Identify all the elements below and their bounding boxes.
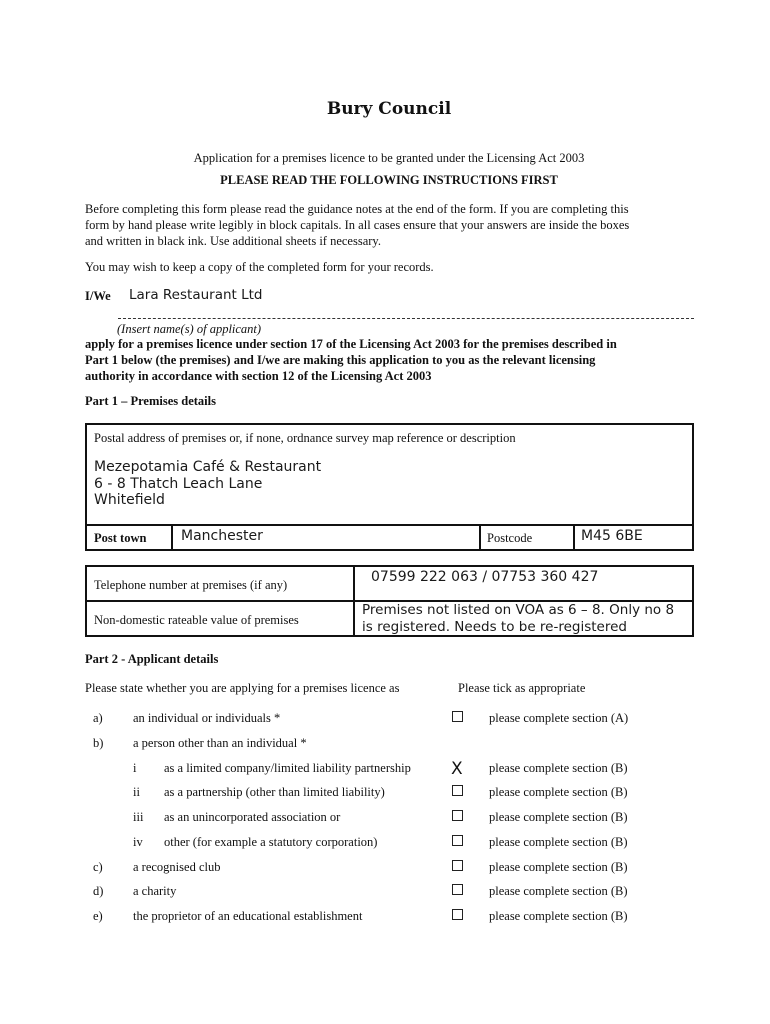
- telephone-rateable-box: [85, 565, 694, 637]
- page-title: Bury Council: [326, 99, 452, 119]
- option-text: as a partnership (other than limited liability): [164, 785, 385, 799]
- address-line: Mezepotamia Café & Restaurant: [94, 459, 322, 475]
- option-text: other (for example a statutory corporation): [164, 835, 378, 849]
- checkbox-charity[interactable]: [452, 884, 463, 895]
- option-letter: iv: [133, 835, 143, 849]
- postcode-label: Postcode: [487, 531, 533, 545]
- application-statement: [85, 336, 705, 384]
- option-letter: d): [93, 884, 104, 898]
- statement-line: Part 1 below (the premises) and I/we are making this application to you as the relevant licensing: [85, 353, 596, 367]
- option-text: a recognised club: [133, 860, 221, 874]
- section-note: please complete section (A): [489, 711, 629, 725]
- option-letter: ii: [133, 785, 140, 799]
- option-letter: c): [93, 860, 103, 874]
- rateable-field[interactable]: [362, 602, 674, 636]
- statement-line: apply for a premises licence under section 17 of the Licensing Act 2003 for the premises described in: [85, 337, 617, 351]
- option-letter: i: [133, 761, 137, 775]
- applicant-name-field[interactable]: Lara Restaurant Ltd: [129, 287, 263, 303]
- checkbox-educational[interactable]: [452, 909, 463, 920]
- address-line: 6 - 8 Thatch Leach Lane: [94, 475, 263, 492]
- intro-line: Before completing this form please read the guidance notes at the end of the form. If you are completing this: [85, 202, 629, 216]
- option-text: as a limited company/limited liability partnership: [164, 761, 411, 775]
- checkbox-unincorporated[interactable]: [452, 810, 463, 821]
- section-note: please complete section (B): [489, 785, 628, 799]
- option-letter: iii: [133, 810, 144, 824]
- telephone-field[interactable]: 07599 222 063 / 07753 360 427: [371, 569, 599, 585]
- postcode-field[interactable]: M45 6BE: [581, 528, 643, 544]
- applicant-type-question: Please state whether you are applying for a premises licence as: [85, 681, 400, 695]
- statement-line: authority in accordance with section 12 of the Licensing Act 2003: [85, 369, 432, 383]
- post-town-label: Post town: [94, 531, 147, 545]
- address-field[interactable]: [94, 459, 321, 509]
- option-text: an individual or individuals *: [133, 711, 281, 725]
- section-note: please complete section (B): [489, 810, 628, 824]
- rateable-line: is registered. Needs to be re-registered: [362, 619, 627, 635]
- rateable-label: Non-domestic rateable value of premises: [94, 613, 299, 627]
- part2-heading: Part 2 - Applicant details: [85, 652, 219, 666]
- divider: [87, 524, 692, 526]
- section-note: please complete section (B): [489, 884, 628, 898]
- form-subtitle: Application for a premises licence to be granted under the Licensing Act 2003: [193, 151, 585, 165]
- option-text: a person other than an individual *: [133, 736, 307, 750]
- option-letter: b): [93, 736, 104, 750]
- tick-note: Please tick as appropriate: [458, 681, 586, 695]
- option-letter: a): [93, 711, 103, 725]
- rateable-line: Premises not listed on VOA as 6 – 8. Only no 8: [362, 602, 675, 618]
- intro-line: and written in black ink. Use additional sheets if necessary.: [85, 234, 381, 248]
- applicant-label: I/We: [85, 289, 111, 303]
- checkbox-other[interactable]: [452, 835, 463, 846]
- address-line: Whitefield: [94, 492, 165, 508]
- checkbox-partnership[interactable]: [452, 785, 463, 796]
- section-note: please complete section (B): [489, 835, 628, 849]
- divider: [479, 524, 481, 549]
- section-note: please complete section (B): [489, 860, 628, 874]
- post-town-field[interactable]: Manchester: [181, 528, 263, 544]
- records-note: You may wish to keep a copy of the completed form for your records.: [85, 260, 434, 274]
- checkbox-individual[interactable]: [452, 711, 463, 722]
- insert-name-note: (Insert name(s) of applicant): [117, 322, 262, 336]
- divider: [171, 524, 173, 549]
- checkbox-recognised-club[interactable]: [452, 860, 463, 871]
- telephone-label: Telephone number at premises (if any): [94, 578, 288, 592]
- option-text: a charity: [133, 884, 177, 898]
- checkbox-limited-company[interactable]: X: [451, 759, 463, 779]
- option-text: the proprietor of an educational establishment: [133, 909, 363, 923]
- premises-address-box: [85, 423, 694, 551]
- section-note: please complete section (B): [489, 909, 628, 923]
- intro-paragraph: [85, 201, 700, 249]
- option-letter: e): [93, 909, 103, 923]
- intro-line: form by hand please write legibly in block capitals. In all cases ensure that your answers are inside the boxes: [85, 218, 630, 232]
- divider: [573, 524, 575, 549]
- address-label: Postal address of premises or, if none, ordnance survey map reference or description: [94, 431, 516, 445]
- option-text: as an unincorporated association or: [164, 810, 341, 824]
- applicant-name-line: [118, 318, 694, 319]
- part1-heading: Part 1 – Premises details: [85, 394, 216, 408]
- section-note: please complete section (B): [489, 761, 628, 775]
- instruction-heading: PLEASE READ THE FOLLOWING INSTRUCTIONS FIRST: [220, 173, 558, 187]
